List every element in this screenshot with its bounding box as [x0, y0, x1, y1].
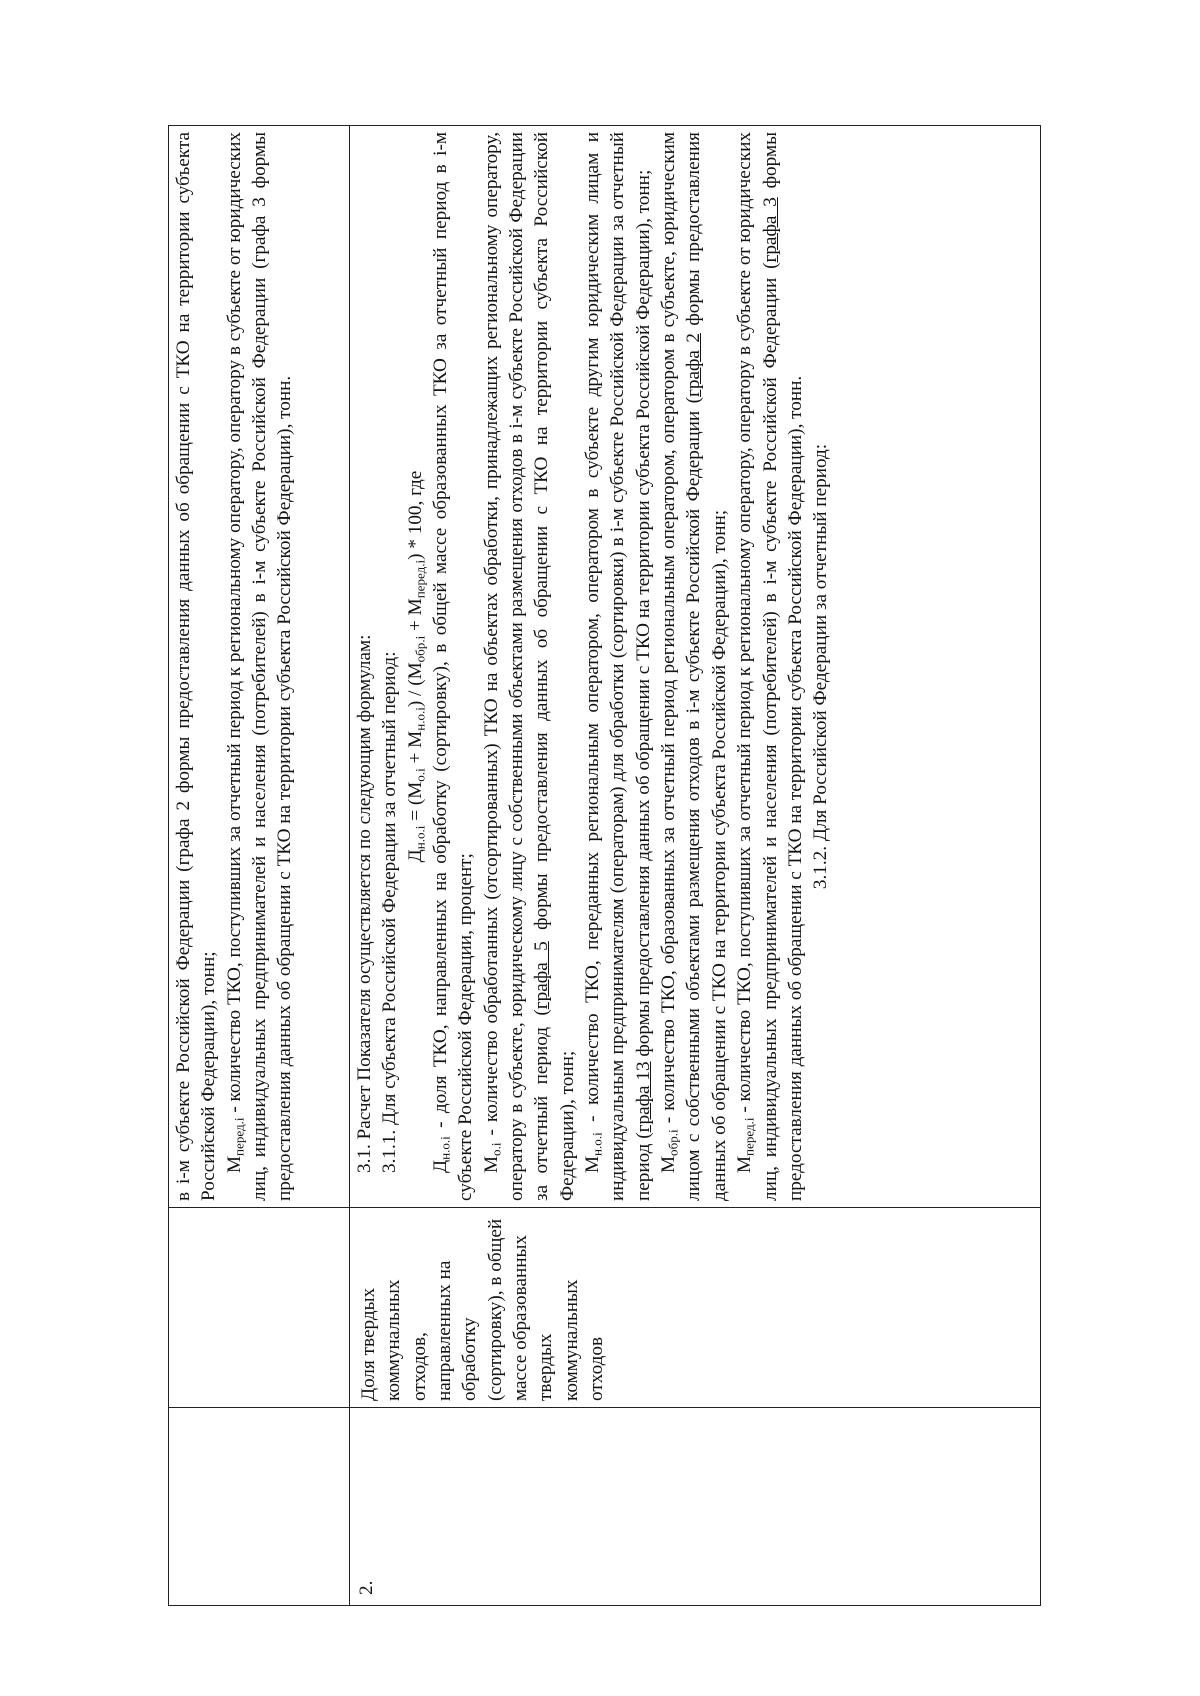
column-reference-link[interactable]: графа 5 [531, 941, 553, 1010]
definition-text: - количество ТКО, образованных за отчетный период региональным оператором, оператором в субъекте, юридическим лицом с собственными объектами размещения отходов в i-м субъекте Российской Федерации ( [658, 132, 705, 1201]
formula-part: = (М [404, 781, 426, 826]
formula-subscript: н.о.i [411, 825, 427, 850]
definition-text: - количество ТКО, переданных региональным оператором, оператором в субъекте другим юридическим лицам и индивидуальным предпринимателям (операторам) для обработки (сортировки) в i-м субъекте Российской Федерации за отчетный период ( [582, 132, 654, 1201]
indicator-name: Доля твердых коммунальных отходов, направленных на обработку (сортировку), в общей массе образованных твердых коммунальных отходов [358, 1218, 608, 1401]
indicator-cell [169, 1208, 350, 1408]
definition-text: - количество ТКО, поступивших за отчетный период к региональному оператору, оператору в субъекте от юридических лиц, индивидуальных предпринимателей и населения (потребителей) в i-м субъекте Российской Федерации ( [734, 132, 781, 1201]
text-paragraph: 3.1.1. Для субъекта Российской Федерации за отчетный период: [379, 651, 401, 1173]
row-number-cell: 2. [350, 1408, 1041, 1606]
indicator-table [168, 125, 1041, 1606]
definition-paragraph [656, 132, 732, 1201]
table-row [169, 126, 350, 1606]
indicator-cell [350, 1208, 1041, 1408]
formula-subscript: обр.i [411, 635, 427, 663]
formula-part: + М [404, 598, 426, 636]
variable-subscript: обр.i [665, 1129, 681, 1156]
text-paragraph [222, 132, 298, 1201]
text-paragraph: 3.1.2. Для Российской Федерации за отчетный период: [810, 443, 832, 890]
calculation-cell [169, 126, 350, 1208]
variable-symbol: Д [430, 1159, 452, 1173]
formula-part: ) / (М [404, 662, 426, 708]
calculation-cell [350, 126, 1041, 1208]
definition-text: формы предоставления данных об обращении с ТКО на территории субъекта Российской Федерации), тонн. [759, 132, 806, 1201]
definition-text: формы предоставления данных об обращении с ТКО на территории субъекта Российской Федерации), тонн; [632, 169, 654, 1062]
text-paragraph: 3.1. Расчет Показателя осуществляется по следующим формулам: [354, 634, 375, 1173]
formula-part: ) * 100, где [404, 470, 426, 560]
column-reference-link[interactable]: графа 13 [632, 1061, 654, 1133]
definition-paragraph [479, 132, 580, 1201]
formula-subscript: перед.i [411, 559, 427, 599]
variable-symbol: М [582, 1155, 604, 1173]
variable-symbol: М [658, 1155, 680, 1173]
variable-subscript: перед.i [741, 1117, 757, 1156]
variable-symbol: М [734, 1155, 756, 1173]
variable-subscript: н.о.i [589, 1132, 605, 1156]
formula-part: Д [404, 849, 426, 863]
definition-text: - количество обработанных (отсортированных) ТКО на объектах обработки, принадлежащих региональному оператору, оператору в субъекте, юридическому лицу с собственными объектами размещения отходов в i-м субъекте Российской Федерации за отчетный период ( [480, 132, 553, 1201]
formula-part: + М [404, 730, 426, 769]
variable-symbol: М [223, 1155, 245, 1173]
definition-paragraph [732, 132, 808, 1201]
variable-subscript: о.i [487, 1142, 503, 1156]
variable-subscript: н.о.i [437, 1136, 453, 1160]
column-reference-link[interactable]: графа 2 [683, 333, 705, 397]
row-number-cell [169, 1408, 350, 1606]
variable-subscript: перед.i [230, 1117, 246, 1156]
definition-text: - количество ТКО, поступивших за отчетный период к региональному оператору, оператору в субъекте от юридических лиц, индивидуальных предпринимателей и населения (потребителей) в i-м субъекте Российской Федерации (графа 3 формы предоставления данных об обращении с ТКО на территории субъекта Российской Федерации), тонн. [223, 132, 296, 1201]
table-row [350, 126, 1041, 1606]
formula-subscript: о.i [411, 768, 427, 782]
variable-symbol: М [480, 1155, 502, 1173]
formula-subscript: н.о.i [411, 707, 427, 731]
definition-text: формы предоставления данных об обращении с ТКО на территории субъекта Российской Федерации), тонн; [531, 132, 578, 1201]
definition-paragraph [580, 132, 656, 1201]
column-reference-link[interactable]: графа 3 [759, 197, 781, 263]
formula [403, 132, 428, 1201]
definition-text: - доля ТКО, направленных на обработку (сортировку), в общей массе образованных ТКО за отчетный период в i-м субъекте Российской Федерации, процент; [430, 132, 477, 1201]
text-paragraph: в i-м субъекте Российской Федерации (графа 2 формы предоставления данных об обращении с ТКО на территории субъекта Российской Федерации), тонн; [173, 132, 220, 1201]
definition-text: формы предоставления данных об обращении с ТКО на территории субъекта Российской Федерации), тонн; [683, 132, 730, 1201]
rotated-page [168, 126, 1040, 1606]
definition-paragraph [428, 132, 479, 1201]
